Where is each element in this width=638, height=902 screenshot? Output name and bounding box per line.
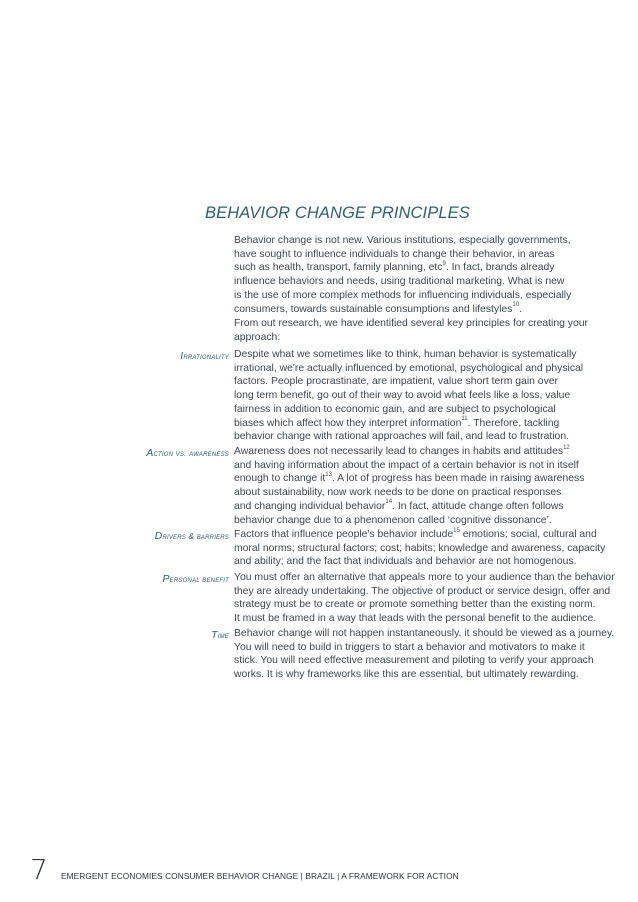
text-line: about sustainability, now work needs to be done on practical responses (234, 487, 562, 499)
text-fragment: and changing individual behavior (234, 500, 386, 512)
text-line (234, 303, 606, 317)
footnote-ref: 12 (563, 444, 570, 451)
text-line (234, 445, 606, 459)
principle-text-time (234, 627, 615, 682)
footnote-ref: 15 (453, 527, 460, 534)
text-fragment: . In fact, attitude change often follows (392, 500, 564, 512)
footnote-ref: 10 (512, 302, 520, 309)
text-fragment: biases which affect how they interpret information (234, 417, 462, 429)
text-fragment: emotions; social, cultural and (459, 529, 597, 540)
text-line (234, 261, 606, 275)
text-line: irrational, we're actually influenced by emotional, psychological and physical (234, 362, 584, 374)
text-line: From out research, we have identified several key principles for creating your (234, 318, 589, 329)
text-fragment: . A lot of progress has been made in raising awareness (331, 473, 585, 485)
text-line: behavior change due to a phenomenon called ‘cognitive dissonance’. (234, 514, 552, 526)
footnote-ref: 13 (325, 471, 332, 478)
text-line (234, 500, 606, 514)
text-line: Behavior change is not new. Various institutions, especially governments, (234, 235, 571, 246)
text-line (234, 528, 606, 542)
text-line: works. It is why frameworks like this are essential, but ultimately rewarding. (234, 669, 579, 681)
text-fragment: . (519, 303, 522, 315)
text-line (234, 417, 606, 431)
text-line: have sought to influence individuals to change their behavior, in areas (234, 248, 555, 260)
text-line: You must offer an alternative that appeals more to your audience than the behavior (234, 572, 615, 583)
principle-label-personal-benefit: Personal benefit (162, 574, 229, 585)
text-line: moral norms; structural factors; cost; habits; knowledge and awareness, capacity (234, 542, 606, 554)
section-title: BEHAVIOR CHANGE PRINCIPLES (205, 204, 470, 222)
text-line: strategy must be to create or promote something better than the existing norm. (234, 599, 596, 611)
text-fragment: enough to change it (234, 473, 326, 485)
text-line: Behavior change will not happen instantaneously, it should be viewed as a journey. (234, 628, 615, 639)
text-fragment: such as health, transport, family planning, etc (234, 262, 443, 274)
principle-text-irrationality (234, 348, 606, 444)
text-line: factors. People procrastinate, are impatient, value short term gain over (234, 376, 559, 388)
text-line: and ability; and the fact that individuals and behavior are not homogenous. (234, 556, 577, 568)
principle-text-drivers-barriers (234, 528, 606, 569)
text-fragment: . Therefore, tackling (467, 417, 560, 429)
text-line: stick. You will need effective measurement and piloting to verify your approach (234, 655, 594, 667)
text-line: long term benefit, go out of their way to avoid what feels like a loss, value (234, 390, 571, 402)
text-line (234, 472, 606, 486)
footnote-ref: 11 (461, 416, 468, 423)
principle-label-irrationality: Irrationality (180, 351, 229, 362)
footnote-ref: 14 (385, 499, 393, 506)
text-fragment: Awareness does not necessarily lead to changes in habits and attitudes (234, 446, 564, 457)
page-number: 7 (30, 853, 48, 886)
text-line: and having information about the impact of a certain behavior is not in itself (234, 459, 579, 471)
text-line: You will need to build in triggers to start a behavior and motivators to make it (234, 641, 585, 653)
intro-paragraph-2 (234, 317, 606, 344)
text-line: is the use of more complex methods for influencing individuals, especially (234, 289, 572, 301)
text-line: they are already undertaking. The objective of product or service design, offer and (234, 585, 611, 597)
intro-paragraph (234, 234, 606, 316)
text-fragment: Factors that influence people's behavior include (234, 529, 454, 540)
principle-label-drivers-barriers: Drivers & barriers (154, 531, 229, 542)
text-fragment: . In fact, brands already (445, 262, 555, 274)
principle-label-action-vs-awareness: Action vs. awareness (146, 448, 229, 459)
text-line: Despite what we sometimes like to think, human behavior is systematically (234, 349, 577, 360)
text-line: influence behaviors and needs, using traditional marketing. What is new (234, 276, 565, 288)
text-line: approach: (234, 331, 281, 343)
footnote-ref: 9 (442, 260, 446, 267)
principle-label-time: Time (211, 630, 229, 641)
text-line: It must be framed in a way that leads with the personal benefit to the audience. (234, 613, 597, 625)
text-fragment: consumers, towards sustainable consumptions and lifestyles (234, 303, 513, 315)
text-line: fairness in addition to economic gain, and are subject to psychological (234, 403, 556, 415)
principle-text-action-vs-awareness (234, 445, 606, 527)
footer-running-title: EMERGENT ECONOMIES CONSUMER BEHAVIOR CHANGE | BRAZIL | A FRAMEWORK FOR ACTION (61, 871, 459, 881)
principle-text-personal-benefit (234, 571, 615, 626)
text-line: behavior change with rational approaches will fail, and lead to frustration. (234, 431, 570, 443)
